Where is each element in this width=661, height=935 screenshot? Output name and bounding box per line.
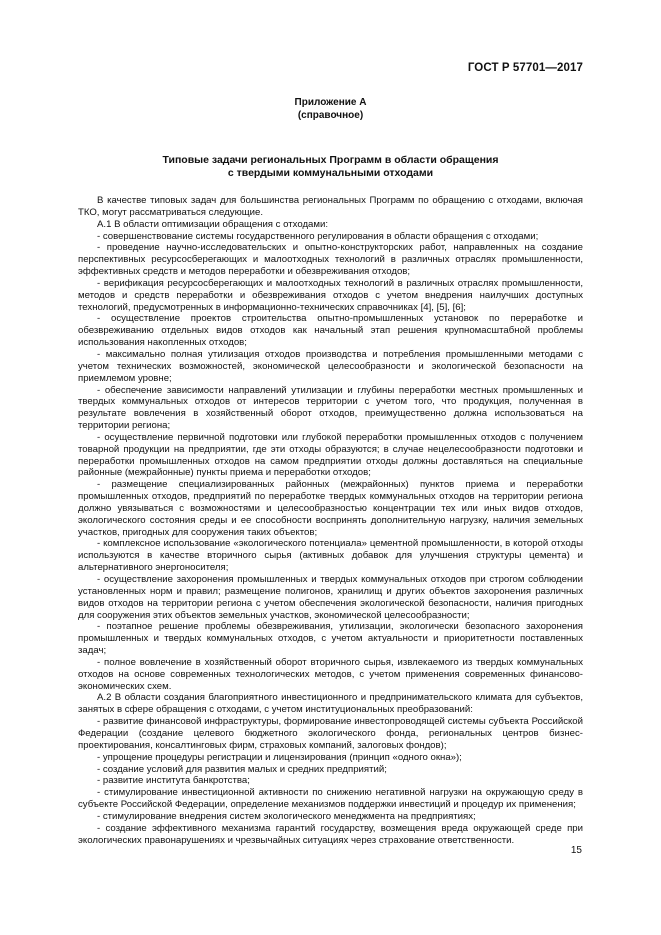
list-item: - развитие института банкротства; <box>97 775 250 787</box>
intro-paragraph: В качестве типовых задач для большинства региональных Программ по обращению с отходами, включая ТКО, могут рассматриваться следующие. <box>78 195 583 218</box>
list-item: - стимулирование внедрения систем экологического менеджмента на предприятиях; <box>97 810 476 822</box>
section-a1-heading: А.1 В области оптимизации обращения с отходами: <box>97 218 329 230</box>
appendix-note: (справочное) <box>297 110 364 121</box>
list-item: - полное вовлечение в хозяйственный оборот вторичного сырья, извлекаемого из твердых коммунальных отходов на основе современных технологических методов, с учетом применения современных финансово-экономических схем. <box>78 656 583 692</box>
list-item: - осуществление проектов строительства опытно-промышленных установок по переработке и обезвреживанию отдельных видов отходов как начальный этап решения крупномасштабной проблемы использования накопленных отходов; <box>78 313 583 349</box>
list-item: - размещение специализированных районных (межрайонных) пунктов приема и переработки промышленных отходов, предприятий по переработке твердых коммунальных отходов на территории региона должно увязываться с возможностями и целесообразностью концентрации тех или иных видов отходов, экологического состояния среды и ее способности воспринять дополнительную нагрузку, наличия земельных участков, пригодных для сооружения таких объектов; <box>78 479 583 538</box>
list-item: - создание эффективного механизма гарантий государству, возмещения вреда окружающей среде при экологических правонарушениях и чрезвычайных ситуациях через страхование ответственности. <box>78 822 583 846</box>
list-item: - создание условий для развития малых и средних предприятий; <box>97 763 387 775</box>
section-title <box>0 154 661 180</box>
list-item: - стимулирование инвестиционной активности по снижению негативной нагрузки на окружающую среду в субъекте Российской Федерации, определение механизмов поддержки инвестиций и процедур их применения; <box>78 787 583 811</box>
list-item: - максимально полная утилизация отходов производства и потребления промышленными методами с учетом технических возможностей, экономической целесообразности и экологической безопасности на приемлемом уровне; <box>78 348 583 384</box>
list-item: - верификация ресурсосберегающих и малоотходных технологий в различных отраслях промышленности, методов и средств переработки и обезвреживания отходов с учетом внедрения наилучших доступных технологий, предусмотренных в информационно-технических справочниках [4], [5], [6]; <box>78 277 583 313</box>
list-item: - упрощение процедуры регистрации и лицензирования (принцип «одного окна»); <box>97 751 462 763</box>
list-item: - осуществление захоронения промышленных и твердых коммунальных отходов при строгом соблюдении установленных норм и правил; размещение полигонов, хранилищ и других объектов захоронения различных видов отходов на территории региона с учетом обеспечения экологической безопасности, наличия пригодных для сооружения этих объектов земельных участков, экономической целесообразности; <box>78 574 583 621</box>
list-item: - обеспечение зависимости направлений утилизации и глубины переработки местных промышленных и твердых коммунальных отходов от интересов территории с учетом того, что продукция, полученная в результате вовлечения в хозяйственный оборот отходов, преимущественно должна использоваться на территории региона; <box>78 384 583 432</box>
list-item: - комплексное использование «экологического потенциала» цементной промышленности, в которой отходы используются в качестве вторичного сырья (активных добавок для улучшения структуры цемента) и альтернативного энергоносителя; <box>78 538 583 574</box>
list-item: - проведение научно-исследовательских и опытно-конструкторских работ, направленных на создание перспективных ресурсосберегающих и малоотходных технологий в различных отраслях промышленности, эффективных средств и методов переработки и обезвреживания отходов; <box>78 242 583 278</box>
section-title-line-2: с твердыми коммунальными отходами <box>227 167 434 179</box>
document-code: ГОСТ Р 57701—2017 <box>467 62 583 74</box>
appendix-label: Приложение А <box>294 97 367 108</box>
page-number: 15 <box>570 845 582 856</box>
list-item: - поэтапное решение проблемы обезвреживания, утилизации, экологически безопасного захоронения промышленных и твердых коммунальных отходов, с учетом актуальности и приоритетности поставленных задач; <box>78 621 583 657</box>
list-item: - совершенствование системы государственного регулирования в области обращения с отходами; <box>97 230 539 242</box>
body-text <box>78 195 583 846</box>
section-title-line-1: Типовые задачи региональных Программ в области обращения <box>162 154 499 166</box>
section-a2-heading: А.2 В области создания благоприятного инвестиционного и предпринимательского климата для субъектов, занятых в сфере обращения с отходами, с учетом институциональных преобразований: <box>78 692 583 716</box>
appendix-heading <box>0 96 661 122</box>
list-item: - развитие финансовой инфраструктуры, формирование инвестопроводящей системы субъекта Российской Федерации (создание целевого бюджетного экологического фонда, региональных центров бизнес-проектирования, консалтинговых фирм, страховых компаний, залоговых фондов); <box>78 716 583 751</box>
list-item: - осуществление первичной подготовки или глубокой переработки промышленных отходов с получением товарной продукции на предприятии, где эти отходы образуются; в случае нецелесообразности подготовки и переработки промышленных отходов на самом предприятии отходы должны доставляться на специальные районные (межрайонные) пункты приема и переработки отходов; <box>78 431 583 479</box>
